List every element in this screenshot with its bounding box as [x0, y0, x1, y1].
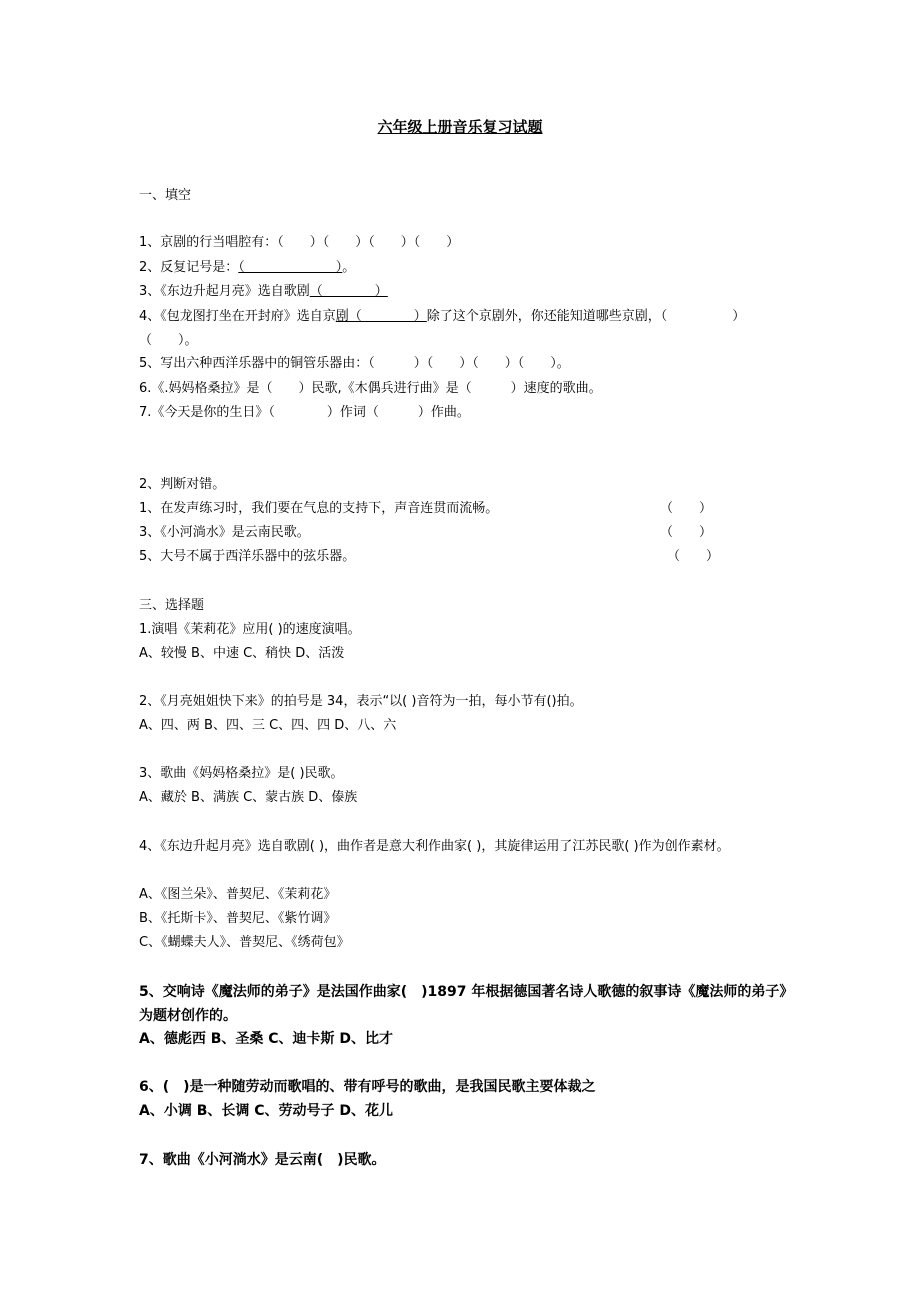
answer-parens: （ ）: [667, 549, 720, 564]
question-text: 。: [342, 260, 356, 275]
page-title: 六年级上册音乐复习试题: [377, 118, 543, 136]
question: [139, 305, 794, 353]
options: A、四、两 B、四、三 C、四、四 D、八、六: [139, 718, 397, 733]
question: 1、京剧的行当唱腔有：（ ）（ ）（ ）（ ）: [139, 235, 460, 250]
question: 1.演唱《茉莉花》应用( )的速度演唱。: [139, 622, 361, 637]
question: 3、歌曲《妈妈格桑拉》是( )民歌。: [139, 766, 344, 781]
question: 5、写出六种西洋乐器中的铜管乐器由：（ ）（ ）（ ）（ ）。: [139, 356, 570, 371]
question: 6.《.妈妈格桑拉》是（ ）民歌,《木偶兵进行曲》是（ ）速度的歌曲。: [139, 381, 602, 396]
question: 3、《小河淌水》是云南民歌。: [139, 525, 310, 540]
question: [139, 259, 355, 277]
question-text: 4、《包龙图打坐在开封府》选自京: [139, 309, 336, 324]
section-heading-multiple-choice: 三、选择题: [139, 598, 205, 613]
question: 2、《月亮姐姐快下来》的拍号是 34，表示“以( )音符为一拍，每小节有()拍。: [139, 694, 583, 709]
answer-blank: （ ）: [238, 260, 343, 275]
option: A、《图兰朵》、普契尼、《茉莉花》: [139, 887, 337, 902]
question: 1、在发声练习时，我们要在气息的支持下，声音连贯而流畅。: [139, 501, 499, 516]
option: C、《蝴蝶夫人》、普契尼、《绣荷包》: [139, 935, 350, 950]
options: A、小调 B、长调 C、劳动号子 D、花儿: [139, 1103, 394, 1119]
question-text: 2、反复记号是：: [139, 260, 239, 275]
answer-parens: （ ）: [660, 501, 713, 516]
question: 5、大号不属于西洋乐器中的弦乐器。: [139, 549, 356, 564]
question: 4、《东边升起月亮》选自歌剧( )，曲作者是意大利作曲家( )，其旋律运用了江苏民歌( )作为创作素材。: [139, 839, 730, 854]
answer-parens: （ ）: [660, 525, 713, 540]
section-heading-fill-blank: 一、填空: [139, 188, 192, 203]
question: 5、交响诗《魔法师的弟子》是法国作曲家( )1897 年根据德国著名诗人歌德的叙事诗《魔法师的弟子》为题材创作的。: [139, 984, 794, 1024]
options: A、德彪西 B、圣桑 C、迪卡斯 D、比才: [139, 1031, 394, 1047]
options: A、藏於 B、满族 C、蒙古族 D、傣族: [139, 790, 358, 805]
question: 6、( )是一种随劳动而歌唱的、带有呼号的歌曲，是我国民歌主要体裁之: [139, 1079, 596, 1095]
section-heading-true-false: 2、判断对错。: [139, 477, 226, 492]
question-text: 除了这个京剧外，你还能知道哪些京剧，（ ）（ ）。: [139, 309, 746, 348]
option: B、《托斯卡》、普契尼、《紫竹调》: [139, 911, 337, 926]
answer-blank: （ ）: [309, 284, 388, 299]
question: 7、歌曲《小河淌水》是云南( )民歌。: [139, 1152, 386, 1168]
question-text: 3、《东边升起月亮》选自歌剧: [139, 284, 310, 299]
answer-blank: 剧（ ）: [335, 309, 427, 324]
question: [139, 283, 388, 301]
question: 7.《今天是你的生日》（ ）作词（ ）作曲。: [139, 405, 470, 420]
options: A、较慢 B、中速 C、稍快 D、活泼: [139, 646, 345, 661]
